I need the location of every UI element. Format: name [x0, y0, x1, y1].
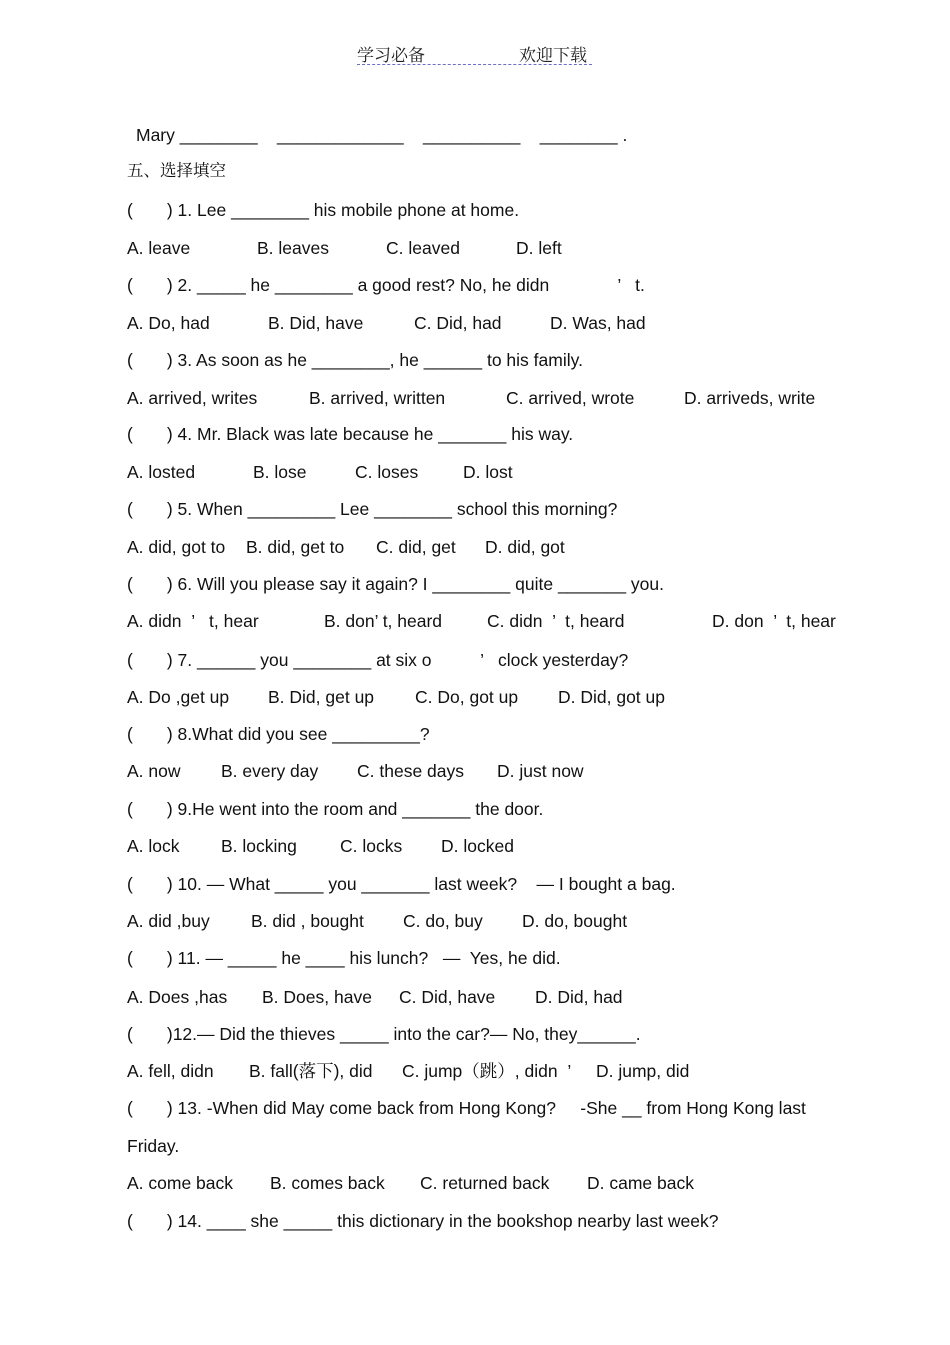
question-3-option-d: D. arriveds, write: [684, 388, 816, 408]
question-7-option-b: B. Did, get up: [268, 687, 375, 707]
question-9-option-b: B. locking: [221, 836, 297, 856]
question-6: ( ) 6. Will you please say it again? I ________ quite _______ you.: [127, 574, 665, 594]
question-10-option-b: B. did , bought: [251, 911, 364, 931]
question-9-option-d: D. locked: [441, 836, 514, 856]
question-12-option-a: A. fell, didn: [127, 1061, 214, 1081]
section-title: 五、选择填空: [127, 161, 226, 180]
question-8-option-c: C. these days: [357, 761, 464, 781]
question-10-option-c: C. do, buy: [403, 911, 483, 931]
header-left-text: 学习必备: [357, 46, 425, 66]
question-7-option-c: C. Do, got up: [415, 687, 519, 707]
question-12-option-b: B. fall(落下), did: [249, 1061, 373, 1081]
question-5-option-a: A. did, got to: [127, 537, 226, 557]
question-12-option-c: C. jump（跳）, didn ’: [402, 1061, 572, 1081]
question-6-option-b: B. don’ t, heard: [324, 611, 443, 631]
question-13-continuation: Friday.: [127, 1136, 180, 1156]
question-1-option-c: C. leaved: [386, 238, 460, 258]
question-3: ( ) 3. As soon as he ________, he ______ to his family.: [127, 350, 583, 370]
question-2-option-b: B. Did, have: [268, 313, 364, 333]
question-12-option-d: D. jump, did: [596, 1061, 690, 1081]
question-1-option-d: D. left: [516, 238, 562, 258]
question-10-option-a: A. did ,buy: [127, 911, 210, 931]
question-1: ( ) 1. Lee ________ his mobile phone at home.: [127, 200, 520, 220]
question-12: ( )12.— Did the thieves _____ into the car?— No, they______.: [127, 1024, 641, 1044]
question-10-option-d: D. do, bought: [522, 911, 628, 931]
question-2-option-a: A. Do, had: [127, 313, 210, 333]
question-11-option-a: A. Does ,has: [127, 987, 228, 1007]
question-13-option-d: D. came back: [587, 1173, 694, 1193]
question-2: ( ) 2. _____ he ________ a good rest? No, he didn ’ t.: [127, 275, 645, 295]
question-13-option-a: A. come back: [127, 1173, 234, 1193]
question-3-option-a: A. arrived, writes: [127, 388, 258, 408]
question-6-option-a: A. didn ’ t, hear: [127, 611, 259, 631]
question-4-option-c: C. loses: [355, 462, 419, 482]
question-11-option-d: D. Did, had: [535, 987, 623, 1007]
question-11-option-b: B. Does, have: [262, 987, 372, 1007]
question-13: ( ) 13. -When did May come back from Hong Kong? -She __ from Hong Kong last: [127, 1098, 806, 1118]
question-5-option-b: B. did, get to: [246, 537, 345, 557]
question-8: ( ) 8.What did you see _________?: [127, 724, 430, 744]
question-1-option-a: A. leave: [127, 238, 191, 258]
question-7-option-a: A. Do ,get up: [127, 687, 230, 707]
question-2-option-d: D. Was, had: [550, 313, 646, 333]
question-9-option-c: C. locks: [340, 836, 403, 856]
question-4: ( ) 4. Mr. Black was late because he _______ his way.: [127, 424, 574, 444]
question-13-option-b: B. comes back: [270, 1173, 385, 1193]
question-4-option-d: D. lost: [463, 462, 513, 482]
question-10: ( ) 10. — What _____ you _______ last week? — I bought a bag.: [127, 874, 676, 894]
question-6-option-c: C. didn ’ t, heard: [487, 611, 625, 631]
question-11-option-c: C. Did, have: [399, 987, 496, 1007]
question-14: ( ) 14. ____ she _____ this dictionary in the bookshop nearby last week?: [127, 1211, 719, 1231]
question-3-option-b: B. arrived, written: [309, 388, 446, 408]
mary-blank-line: Mary ________ _____________ __________ ________ .: [136, 125, 628, 145]
question-5-option-d: D. did, got: [485, 537, 565, 557]
question-7: ( ) 7. ______ you ________ at six o ’ clock yesterday?: [127, 650, 629, 670]
question-9-option-a: A. lock: [127, 836, 180, 856]
question-9: ( ) 9.He went into the room and _______ the door.: [127, 799, 544, 819]
question-8-option-b: B. every day: [221, 761, 319, 781]
question-5: ( ) 5. When _________ Lee ________ school this morning?: [127, 499, 618, 519]
question-1-option-b: B. leaves: [257, 238, 329, 258]
question-7-option-d: D. Did, got up: [558, 687, 665, 707]
question-4-option-b: B. lose: [253, 462, 307, 482]
question-13-option-c: C. returned back: [420, 1173, 550, 1193]
question-2-option-c: C. Did, had: [414, 313, 502, 333]
question-4-option-a: A. losted: [127, 462, 196, 482]
question-11: ( ) 11. — _____ he ____ his lunch? — Yes, he did.: [127, 948, 561, 968]
question-8-option-d: D. just now: [497, 761, 584, 781]
header-right-text: 欢迎下载: [519, 46, 587, 66]
page-header: [357, 40, 592, 65]
question-6-option-d: D. don ’ t, hear: [712, 611, 836, 631]
question-3-option-c: C. arrived, wrote: [506, 388, 635, 408]
question-8-option-a: A. now: [127, 761, 181, 781]
question-5-option-c: C. did, get: [376, 537, 456, 557]
